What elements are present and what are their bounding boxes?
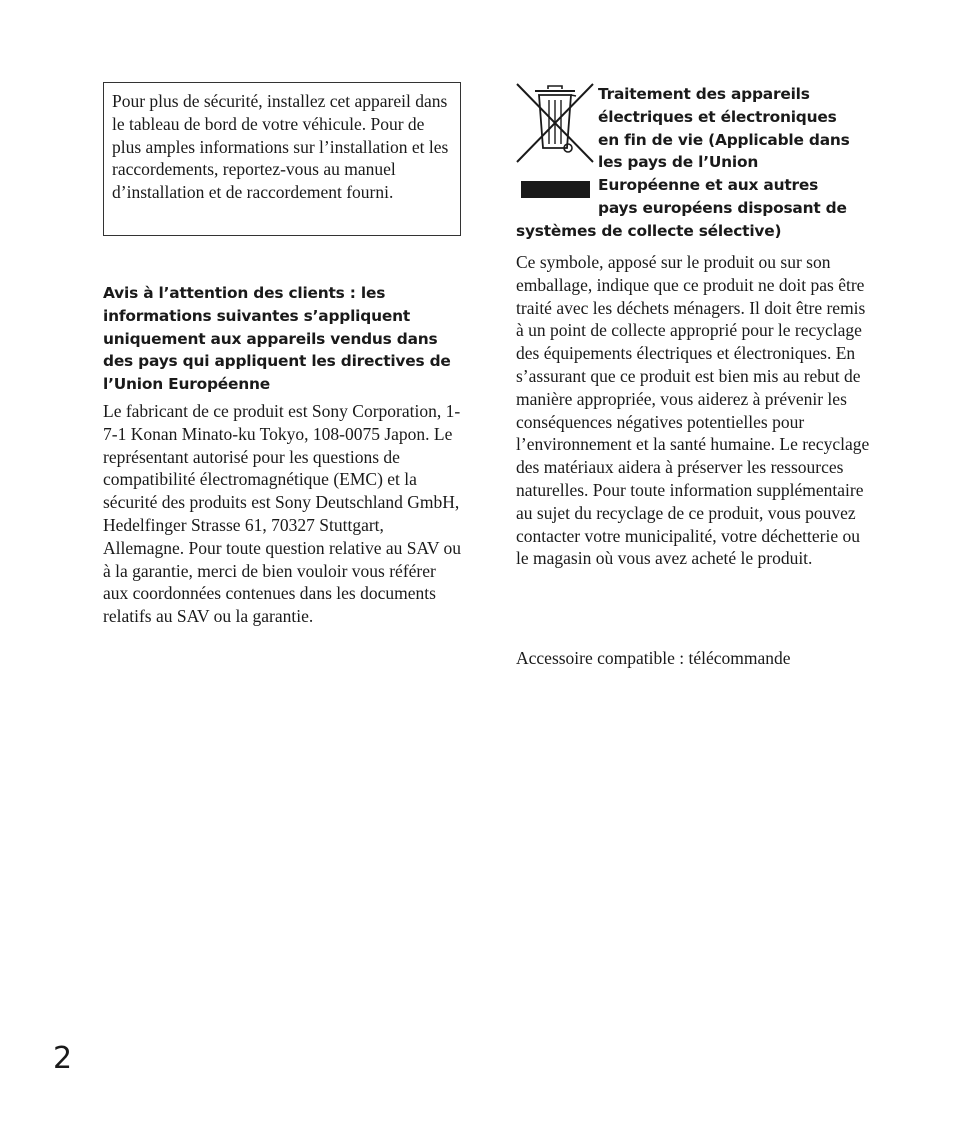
eu-notice-body: Le fabricant de ce produit est Sony Corporation, 1-7-1 Konan Minato-ku Tokyo, 108-0075 Japon. Le représentant autorisé pour les questions de compatibilité électromagnétique (EMC) et la sécurité des produits est Sony Deutschland GmbH, Hedelfinger Strasse 61, 70327 Stuttgart, Allemagne. Pour toute question relative au SAV ou à la garantie, merci de bien vouloir vous référer aux coordonnées contenues dans les documents relatifs au SAV ou la garantie. (103, 401, 462, 627)
weee-heading-line: électriques et électroniques (598, 107, 837, 126)
weee-heading-line: les pays de l’Union (598, 153, 759, 172)
weee-heading-line: pays européens disposant de (598, 198, 847, 217)
weee-heading-line: Européenne et aux autres (598, 176, 819, 195)
weee-heading-indented (516, 83, 876, 220)
compatible-accessory: Accessoire compatible : télécommande (516, 648, 791, 668)
weee-heading-line: en fin de vie (Applicable dans (598, 130, 850, 149)
safety-notice-text: Pour plus de sécurité, installez cet appareil dans le tableau de bord de votre véhicule. Pour de plus amples informations sur l’installation et les raccordements, reportez-vous au manuel d’installation et de raccordement fourni. (112, 91, 449, 203)
safety-notice-box (103, 82, 461, 236)
weee-heading (516, 83, 876, 243)
eu-notice-heading: Avis à l’attention des clients : les informations suivantes s’appliquent uniquement aux appareils vendus dans des pays qui appliquent les directives de l’Union Européenne (103, 284, 451, 394)
page-number: 2 (53, 1041, 73, 1076)
weee-body: Ce symbole, apposé sur le produit ou sur son emballage, indique que ce produit ne doit pas être traité avec les déchets ménagers. Il doit être remis à un point de collecte approprié pour le recyclage des équipements électriques et électroniques. En s’assurant que ce produit est bien mis au rebut de manière appropriée, vous aiderez à prévenir les conséquences négatives potentielles pour l’environnement et la santé humaine. Le recyclage des matériaux aidera à préserver les ressources naturelles. Pour toute information supplémentaire au sujet du recyclage de ce produit, vous pouvez contacter votre municipalité, votre déchetterie ou le magasin où vous avez acheté le produit. (516, 252, 870, 569)
weee-heading-line: Traitement des appareils (598, 85, 810, 103)
weee-heading-line-last: systèmes de collecte sélective) (516, 221, 782, 240)
